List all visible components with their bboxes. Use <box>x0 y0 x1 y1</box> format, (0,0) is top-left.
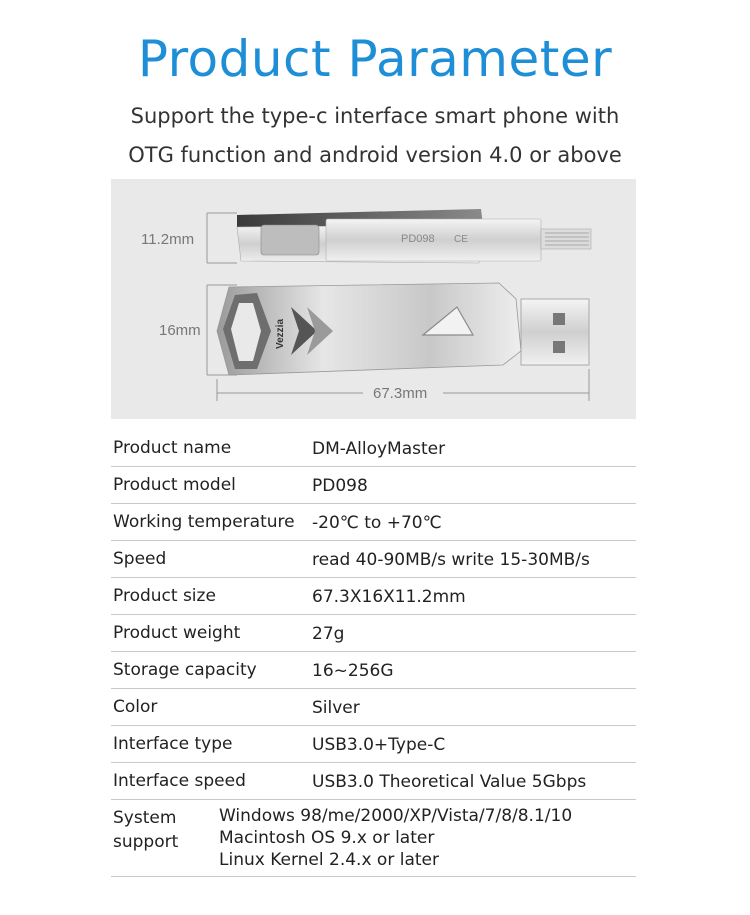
page-title: Product Parameter <box>137 30 613 88</box>
param-row <box>111 504 636 541</box>
param-value: PD098 <box>312 476 368 496</box>
param-row <box>111 763 636 800</box>
param-row <box>111 652 636 689</box>
system-line: Macintosh OS 9.x or later <box>219 828 435 848</box>
param-label: Color <box>113 697 158 717</box>
param-value: 16~256G <box>312 661 394 681</box>
param-label: Product size <box>113 586 216 606</box>
param-value: 27g <box>312 624 345 644</box>
system-label-line: System <box>113 808 177 828</box>
param-row <box>111 578 636 615</box>
param-label: Interface type <box>113 734 233 754</box>
param-row <box>111 467 636 504</box>
param-label: Speed <box>113 549 167 569</box>
param-row <box>111 689 636 726</box>
param-value: 67.3X16X11.2mm <box>312 587 466 607</box>
side-view-drive <box>207 209 591 263</box>
brand-mark: Vezzia <box>275 318 286 349</box>
param-row <box>111 430 636 467</box>
param-value: USB3.0 Theoretical Value 5Gbps <box>312 772 587 792</box>
param-row <box>111 615 636 652</box>
system-support-values <box>219 805 572 871</box>
param-value: read 40-90MB/s write 15-30MB/s <box>312 550 590 570</box>
subtitle-line-2: OTG function and android version 4.0 or above <box>128 143 622 167</box>
product-dimension-figure <box>111 179 636 419</box>
param-label: Storage capacity <box>113 660 257 680</box>
param-label: Working temperature <box>113 512 295 532</box>
model-mark: PD098 <box>401 233 435 245</box>
system-line: Linux Kernel 2.4.x or later <box>219 850 439 870</box>
system-support-label <box>113 806 178 854</box>
top-view-drive <box>207 283 589 375</box>
param-value: DM-AlloyMaster <box>312 439 446 459</box>
parameter-table <box>111 430 636 877</box>
dim-thickness-label: 11.2mm <box>141 231 195 248</box>
subtitle-line-1: Support the type-c interface smart phone with <box>130 104 620 128</box>
param-row <box>111 541 636 578</box>
ce-mark: CE <box>454 234 468 245</box>
param-label: Product model <box>113 475 236 495</box>
param-label: Interface speed <box>113 771 246 791</box>
param-label: Product weight <box>113 623 241 643</box>
system-label-line: support <box>113 832 179 852</box>
param-row <box>111 726 636 763</box>
dim-length-label: 67.3mm <box>373 385 428 402</box>
param-value: -20℃ to +70℃ <box>312 513 442 533</box>
param-value: USB3.0+Type-C <box>312 735 446 755</box>
param-label: Product name <box>113 438 232 458</box>
param-value: Silver <box>312 698 360 718</box>
system-support-row <box>111 800 636 877</box>
system-line: Windows 98/me/2000/XP/Vista/7/8/8.1/10 <box>219 806 573 826</box>
dim-width-label: 16mm <box>159 322 201 339</box>
